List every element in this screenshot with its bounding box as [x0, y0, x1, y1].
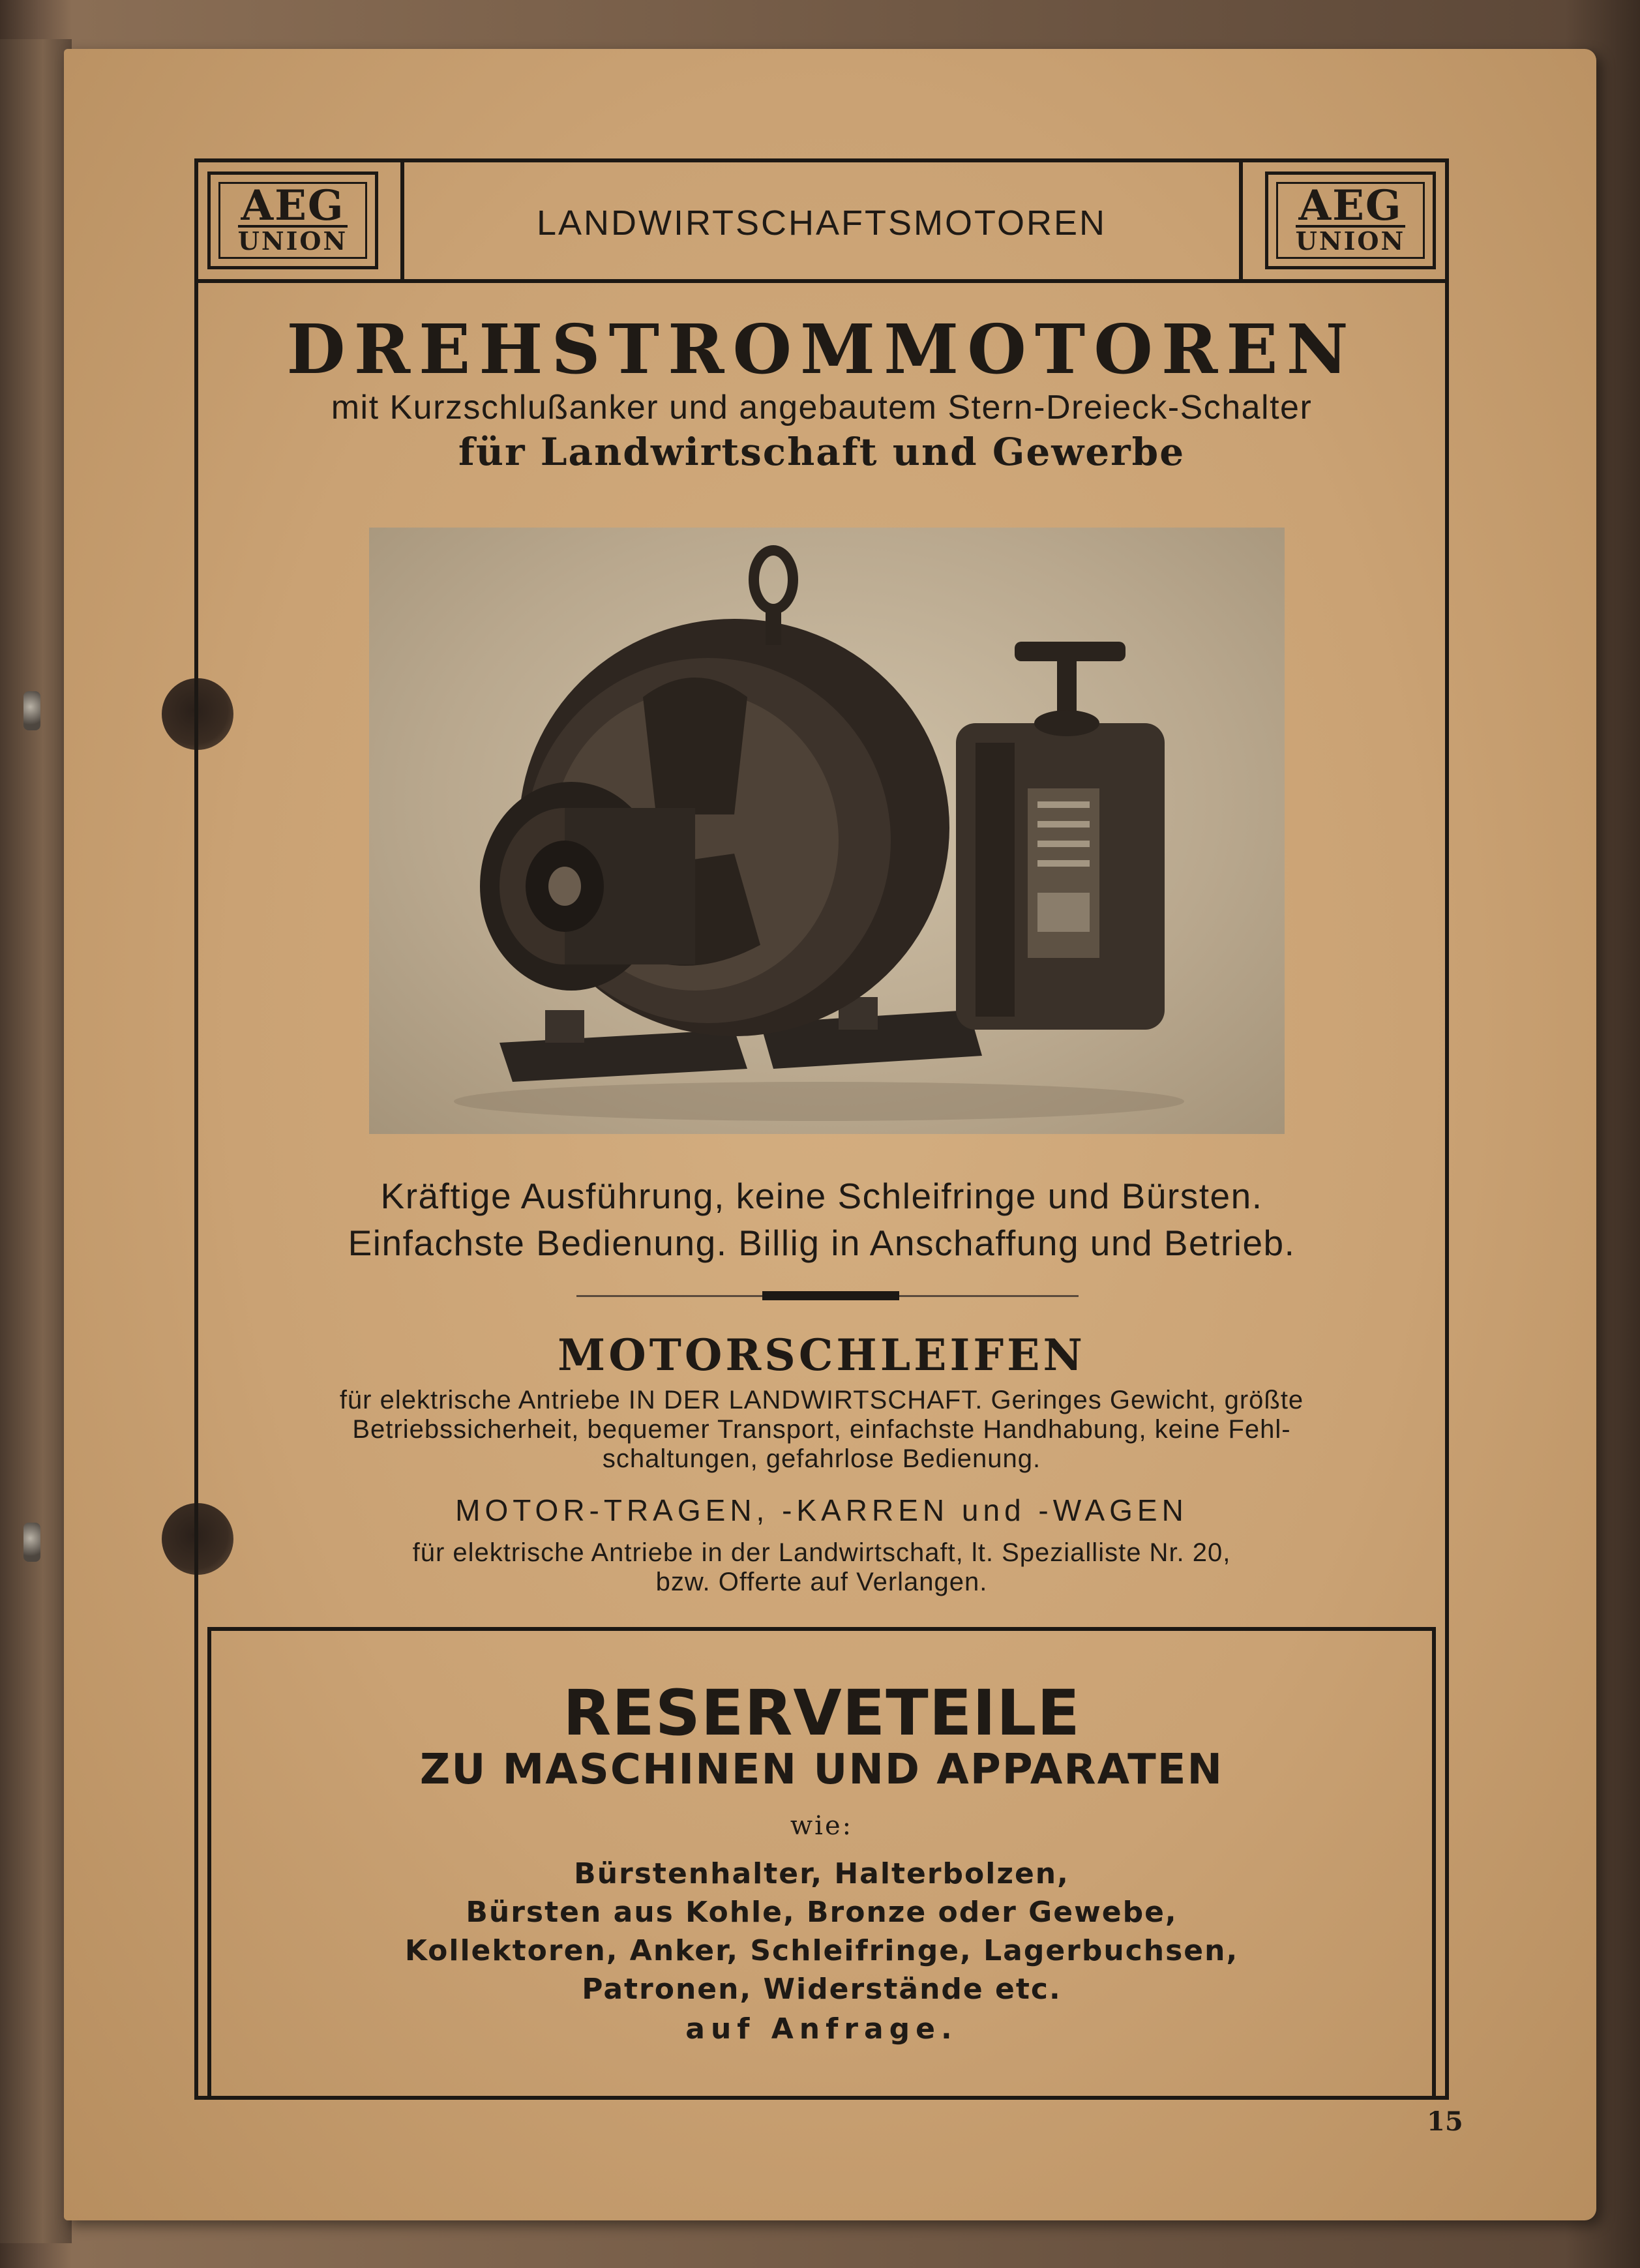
- header-row: [198, 162, 1445, 283]
- logo-aeg-text: AEG: [241, 181, 345, 230]
- advertisement-frame: [194, 158, 1449, 2100]
- motorschleifen-text: Betriebssicherheit, bequemer Transport, einfachste Handhabung, keine Fehl-: [352, 1415, 1291, 1444]
- binding-rivet: [23, 691, 40, 730]
- motorschleifen-title: MOTORSCHLEIFEN: [558, 1330, 1086, 1380]
- motor-tragen-text: für elektrische Antriebe in der Landwirtschaft, lt. Spezialliste Nr. 20,: [412, 1538, 1231, 1567]
- logo-inner-box: [1276, 182, 1425, 259]
- binding-rivet: [23, 1523, 40, 1562]
- reserveteile-wie: wie:: [790, 1811, 854, 1841]
- logo-inner-box: [218, 182, 367, 259]
- reserveteile-subtitle: ZU MASCHINEN UND APPARATEN: [419, 1746, 1224, 1794]
- main-title: DREHSTROMMOTOREN: [286, 309, 1357, 389]
- logo-union-text: UNION: [237, 226, 348, 256]
- reserveteile-item-line: Patronen, Widerstände etc.: [582, 1973, 1062, 2006]
- separator-accent: [762, 1291, 899, 1300]
- aeg-union-logo: [1265, 172, 1436, 269]
- motor-illustration: [369, 528, 1285, 1134]
- description-line: Kräftige Ausführung, keine Schleifringe und Bürsten.: [380, 1176, 1263, 1216]
- book-binding: [0, 39, 72, 2243]
- reserveteile-item-line: Bürsten aus Kohle, Bronze oder Gewebe,: [466, 1896, 1178, 1929]
- motor-tragen-heading: MOTOR-TRAGEN, -KARREN und -WAGEN: [455, 1493, 1188, 1527]
- aeg-union-logo: [207, 172, 378, 269]
- main-subtitle: mit Kurzschlußanker und angebautem Stern-Dreieck-Schalter: [331, 389, 1313, 426]
- header-divider: [1239, 162, 1243, 283]
- motor-tragen-text: bzw. Offerte auf Verlangen.: [655, 1568, 988, 1596]
- page-number: 15: [1427, 2106, 1463, 2137]
- motor-photo: [369, 528, 1285, 1134]
- logo-union-text: UNION: [1295, 226, 1406, 256]
- logo-aeg-text: AEG: [1298, 181, 1403, 230]
- main-subtitle-bold: für Landwirtschaft und Gewerbe: [458, 430, 1185, 474]
- header-title: LANDWIRTSCHAFTSMOTOREN: [536, 203, 1107, 243]
- reserveteile-inquiry: auf Anfrage.: [685, 2012, 958, 2046]
- reserveteile-item-line: Kollektoren, Anker, Schleifringe, Lagerbuchsen,: [404, 1934, 1239, 1967]
- motorschleifen-text: für elektrische Antriebe IN DER LANDWIRTSCHAFT. Geringes Gewicht, größte: [339, 1386, 1304, 1414]
- description-line: Einfachste Bedienung. Billig in Anschaffung und Betrieb.: [348, 1223, 1296, 1263]
- reserveteile-box: [207, 1627, 1436, 2099]
- reserveteile-title: RESERVETEILE: [563, 1677, 1081, 1750]
- reserveteile-item-line: Bürstenhalter, Halterbolzen,: [574, 1857, 1069, 1890]
- motorschleifen-text: schaltungen, gefahrlose Bedienung.: [602, 1444, 1041, 1473]
